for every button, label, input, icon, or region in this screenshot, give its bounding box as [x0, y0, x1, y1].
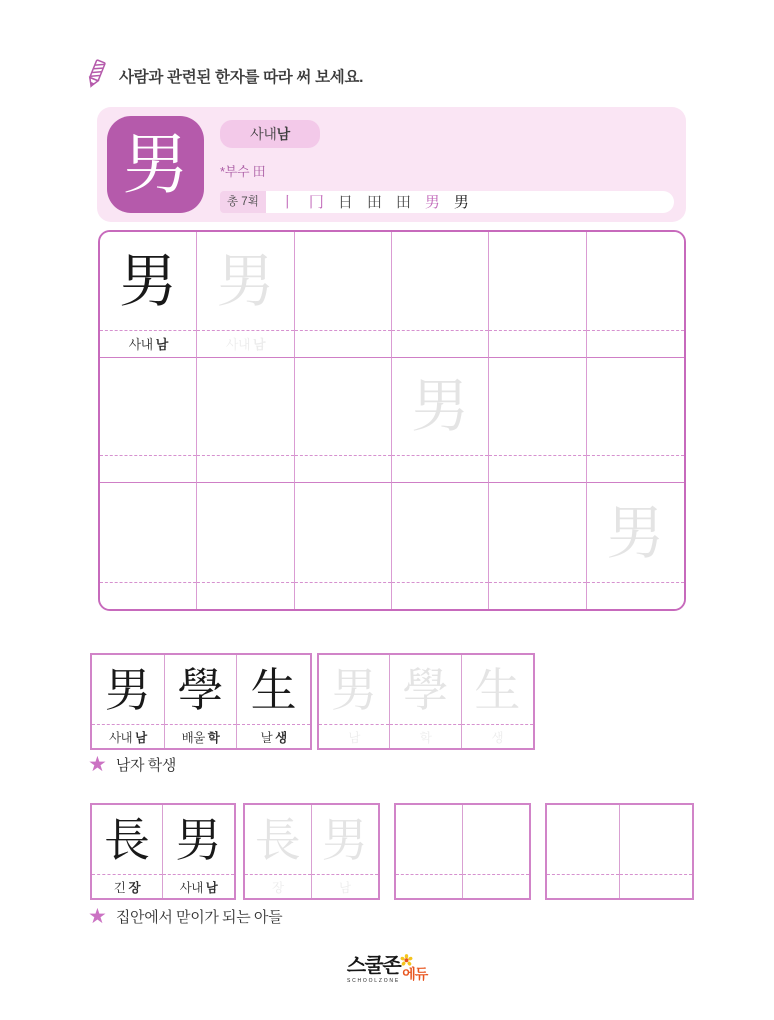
main-hanja-tile [107, 116, 204, 213]
cell-label [295, 582, 391, 609]
word-cell [92, 805, 163, 898]
hanja-char: 男 [175, 812, 222, 867]
word-caption-2 [88, 906, 282, 927]
cell-label [489, 582, 585, 609]
logo-main-text: 스쿨존 [346, 955, 401, 977]
stroke-step: 田 [366, 192, 382, 211]
cell-label: 배울 학 [165, 724, 237, 748]
hanja-char [620, 805, 693, 874]
stroke-count-chip: 총 7획 [220, 191, 266, 213]
hanja-char: 學 [402, 662, 449, 717]
cell-label [587, 330, 684, 357]
stroke-order-row [220, 191, 674, 213]
practice-cell [100, 483, 197, 609]
word-cell [547, 805, 620, 898]
cell-label: 장 [245, 874, 311, 898]
hanja-char [547, 805, 619, 874]
practice-cell [489, 232, 586, 358]
cell-label [100, 582, 196, 609]
hanja-char [100, 483, 196, 582]
radical-note: *부수 田 [220, 164, 266, 179]
practice-cell [392, 232, 489, 358]
hanja-char [295, 232, 391, 330]
practice-cell [100, 232, 197, 358]
cell-label: 사내 남 [100, 330, 196, 357]
hanja-char: 男 [331, 662, 378, 717]
instruction-text: 사람과 관련된 한자를 따라 써 보세요. [119, 69, 364, 86]
star-icon: ★ [88, 905, 107, 928]
cell-label [100, 455, 196, 482]
hanja-char [587, 232, 684, 330]
cell-label: 긴 장 [92, 874, 162, 898]
hanja-char [197, 483, 293, 582]
practice-cell [489, 483, 586, 609]
hanja-char [295, 483, 391, 582]
hanja-char: 長 [104, 812, 150, 867]
hanja-char [197, 358, 293, 456]
hanja-char [489, 232, 585, 330]
header [84, 58, 363, 90]
cell-label [489, 330, 585, 357]
cell-label [392, 330, 488, 357]
hanja-char [396, 805, 462, 874]
practice-cell [587, 232, 684, 358]
hanja-char: 生 [250, 662, 297, 717]
practice-cell [197, 232, 294, 358]
cell-label [295, 330, 391, 357]
card-right [220, 120, 674, 213]
hanja-char [100, 358, 196, 456]
practice-cell [100, 358, 197, 484]
word-section-jangnam [90, 803, 694, 900]
word-box-trace [317, 653, 535, 750]
flower-icon [400, 954, 413, 967]
practice-cell [197, 483, 294, 609]
cell-label: 남 [312, 874, 379, 898]
cell-label: 사내 남 [197, 330, 293, 357]
hanja-char: 生 [474, 662, 521, 717]
cell-label: 날 생 [237, 724, 310, 748]
practice-cell [295, 232, 392, 358]
main-hanja-char: 男 [122, 125, 189, 203]
logo-suffix-text: 에듀 [402, 966, 428, 982]
practice-cell [295, 358, 392, 484]
hanja-info-card [97, 107, 686, 222]
hanja-char: 男 [119, 246, 178, 315]
stroke-step: 田 [395, 192, 411, 211]
hanja-char: 學 [177, 662, 224, 717]
word-box-solid [90, 653, 312, 750]
cell-label [197, 455, 293, 482]
cell-label [547, 874, 619, 898]
hanja-char [463, 805, 530, 874]
practice-cell [392, 358, 489, 484]
practice-grid [98, 230, 686, 611]
word-cell [319, 655, 390, 748]
meaning-badge: 사내남 [220, 120, 320, 148]
cell-label [463, 874, 530, 898]
word-cell [165, 655, 238, 748]
logo-sub-text: SCHOOLZONE [346, 978, 400, 984]
cell-label [295, 455, 391, 482]
word-cell [620, 805, 693, 898]
word-cell [463, 805, 530, 898]
hanja-char [295, 358, 391, 456]
stroke-order-bar [266, 191, 674, 213]
cell-label: 사내 남 [92, 724, 164, 748]
cell-label: 생 [462, 724, 533, 748]
word-box-solid [90, 803, 236, 900]
cell-label: 남 [319, 724, 389, 748]
brand-logo [347, 956, 428, 984]
star-icon: ★ [88, 753, 107, 776]
practice-cell [392, 483, 489, 609]
word-cell [312, 805, 379, 898]
word-box-trace [243, 803, 380, 900]
word-cell [245, 805, 312, 898]
cell-label [396, 874, 462, 898]
hanja-char [392, 483, 488, 582]
practice-cell [587, 483, 684, 609]
word-caption-1 [88, 754, 176, 775]
cell-label [587, 582, 684, 609]
word-cell [92, 655, 165, 748]
stroke-step: 男 [424, 192, 440, 211]
hanja-char: 長 [254, 812, 301, 867]
footer [0, 956, 774, 984]
cell-label [392, 455, 488, 482]
hanja-char: 男 [321, 812, 368, 867]
word-cell [396, 805, 463, 898]
caption-text-2: 집안에서 맏이가 되는 아들 [115, 910, 283, 926]
word-box-empty [545, 803, 694, 900]
practice-cell [295, 483, 392, 609]
word-box-empty [394, 803, 531, 900]
hanja-char: 男 [411, 372, 470, 441]
cell-label: 학 [390, 724, 460, 748]
stroke-step: 丨 [279, 192, 295, 211]
practice-cell [489, 358, 586, 484]
hanja-char [489, 483, 585, 582]
caption-text-1: 남자 학생 [115, 758, 177, 774]
word-cell [390, 655, 461, 748]
word-cell [163, 805, 234, 898]
hanja-char: 男 [104, 662, 151, 717]
hanja-char: 男 [216, 246, 275, 315]
pencil-icon [84, 58, 108, 90]
word-section-namhaksaeng [90, 653, 535, 750]
cell-label: 사내 남 [163, 874, 234, 898]
cell-label [620, 874, 693, 898]
hanja-char [489, 358, 585, 456]
word-cell [237, 655, 310, 748]
cell-label [197, 582, 293, 609]
hanja-char: 男 [606, 498, 665, 567]
stroke-step: 男 [453, 192, 469, 211]
hanja-char [392, 232, 488, 330]
cell-label [392, 582, 488, 609]
cell-label [489, 455, 585, 482]
cell-label [587, 455, 684, 482]
stroke-step: 日 [337, 192, 353, 211]
practice-cell [587, 358, 684, 484]
stroke-step: 冂 [308, 192, 324, 211]
hanja-char [587, 358, 684, 456]
practice-cell [197, 358, 294, 484]
word-cell [462, 655, 533, 748]
